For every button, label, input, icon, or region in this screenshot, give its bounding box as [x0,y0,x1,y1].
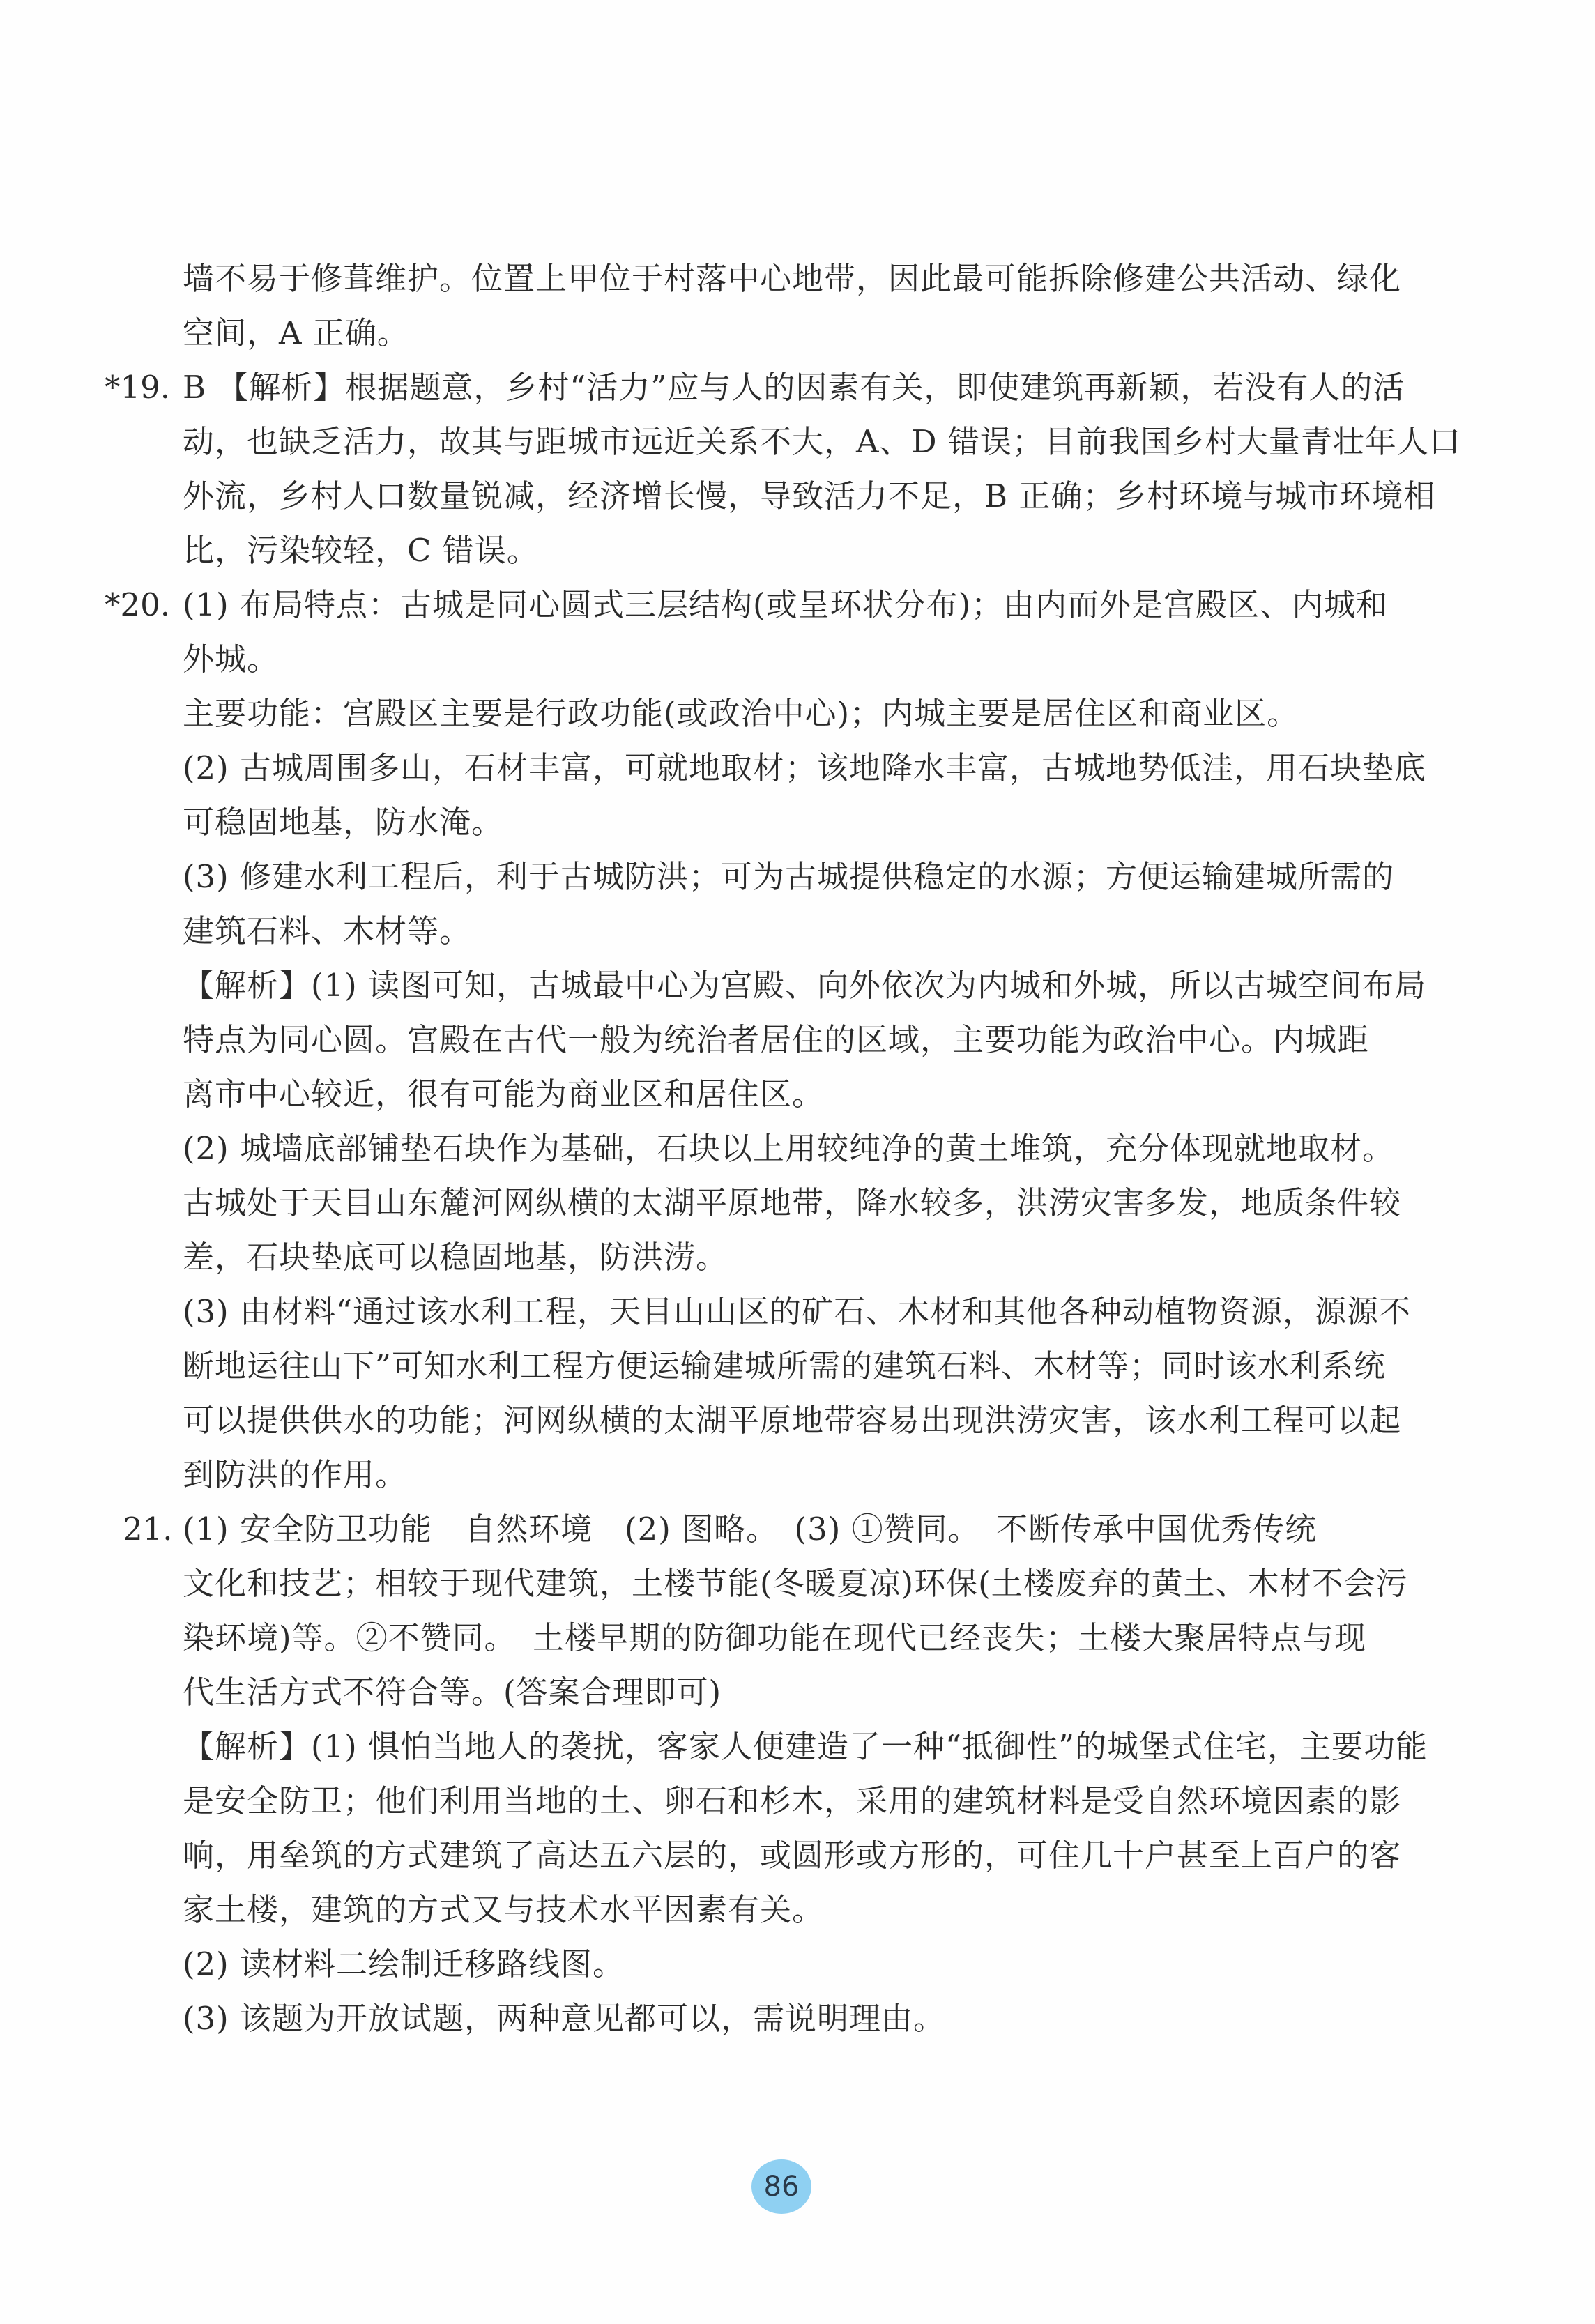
text-line: 是安全防卫；他们利用当地的土、卵石和杉木，采用的建筑材料是受自然环境因素的影 [183,1782,1402,1819]
text-line: 空间，A 正确。 [183,314,409,351]
text-line: 家土楼，建筑的方式又与技术水平因素有关。 [183,1891,825,1928]
text-line: 文化和技艺；相较于现代建筑，土楼节能(冬暖夏凉)环保(土楼废弃的黄土、木材不会污 [183,1565,1408,1602]
question-number-21: 21. [123,1511,173,1547]
text-line: 差，石块垫底可以稳固地基，防洪涝。 [183,1239,728,1276]
question-number-19: *19. [105,369,171,406]
text-line: 【解析】(1) 读图可知，古城最中心为宫殿、向外依次为内城和外城，所以古城空间布局 [183,967,1427,1004]
text-line: 特点为同心圆。宫殿在古代一般为统治者居住的区域，主要功能为政治中心。内城距 [183,1021,1370,1058]
text-line: 响，用垒筑的方式建筑了高达五六层的，或圆形或方形的，可住几十户甚至上百户的客 [183,1837,1402,1874]
text-line: 外流，乡村人口数量锐减，经济增长慢，导致活力不足，B 正确；乡村环境与城市环境相 [183,477,1436,514]
text-line: (2) 读材料二绘制迁移路线图。 [183,1945,625,1982]
text-line: 比，污染较轻，C 错误。 [183,532,539,569]
text-line: 外城。 [183,641,280,678]
text-line: 可以提供供水的功能；河网纵横的太湖平原地带容易出现洪涝灾害，该水利工程可以起 [183,1402,1402,1439]
text-line: B 【解析】根据题意，乡村“活力”应与人的因素有关，即使建筑再新颖，若没有人的活 [183,369,1405,406]
text-line: (3) 该题为开放试题，两种意见都可以，需说明理由。 [183,2000,946,2037]
text-line: (2) 古城周围多山，石材丰富，可就地取材；该地降水丰富，古城地势低洼，用石块垫底 [183,749,1427,786]
text-line: (1) 安全防卫功能 自然环境 (2) 图略。 (3) ①赞同。 不断传承中国优秀传统 [183,1511,1318,1547]
text-line: 到防洪的作用。 [183,1456,408,1493]
text-line: (2) 城墙底部铺垫石块作为基础，石块以上用较纯净的黄土堆筑，充分体现就地取材。 [183,1130,1395,1167]
text-line: 可稳固地基，防水淹。 [183,804,504,841]
text-line: 断地运往山下”可知水利工程方便运输建城所需的建筑石料、木材等；同时该水利系统 [183,1347,1387,1384]
text-line: 离市中心较近，很有可能为商业区和居住区。 [183,1076,825,1113]
text-line: 古城处于天目山东麓河网纵横的太湖平原地带，降水较多，洪涝灾害多发，地质条件较 [183,1184,1402,1221]
text-line: 建筑石料、木材等。 [183,912,472,949]
question-number-20: *20. [105,586,171,623]
text-line: (3) 由材料“通过该水利工程，天目山山区的矿石、木材和其他各种动植物资源，源源不 [183,1293,1412,1330]
text-line: 【解析】(1) 惧怕当地人的袭扰，客家人便建造了一种“抵御性”的城堡式住宅，主要功能 [183,1728,1428,1765]
text-line: 染环境)等。②不赞同。 土楼早期的防御功能在现代已经丧失；土楼大聚居特点与现 [183,1619,1367,1656]
text-line: (1) 布局特点：古城是同心圆式三层结构(或呈环状分布)；由内而外是宫殿区、内城和 [183,586,1389,623]
text-line: 动，也缺乏活力，故其与距城市远近关系不大，A、D 错误；目前我国乡村大量青壮年人口 [183,423,1461,460]
text-line: 代生活方式不符合等。(答案合理即可) [183,1674,722,1711]
page-number: 86 [751,2159,811,2214]
text-line: 墙不易于修葺维护。位置上甲位于村落中心地带，因此最可能拆除修建公共活动、绿化 [183,260,1402,297]
text-line: (3) 修建水利工程后，利于古城防洪；可为古城提供稳定的水源；方便运输建城所需的 [183,858,1395,895]
text-line: 主要功能：宫殿区主要是行政功能(或政治中心)；内城主要是居住区和商业区。 [183,695,1299,732]
